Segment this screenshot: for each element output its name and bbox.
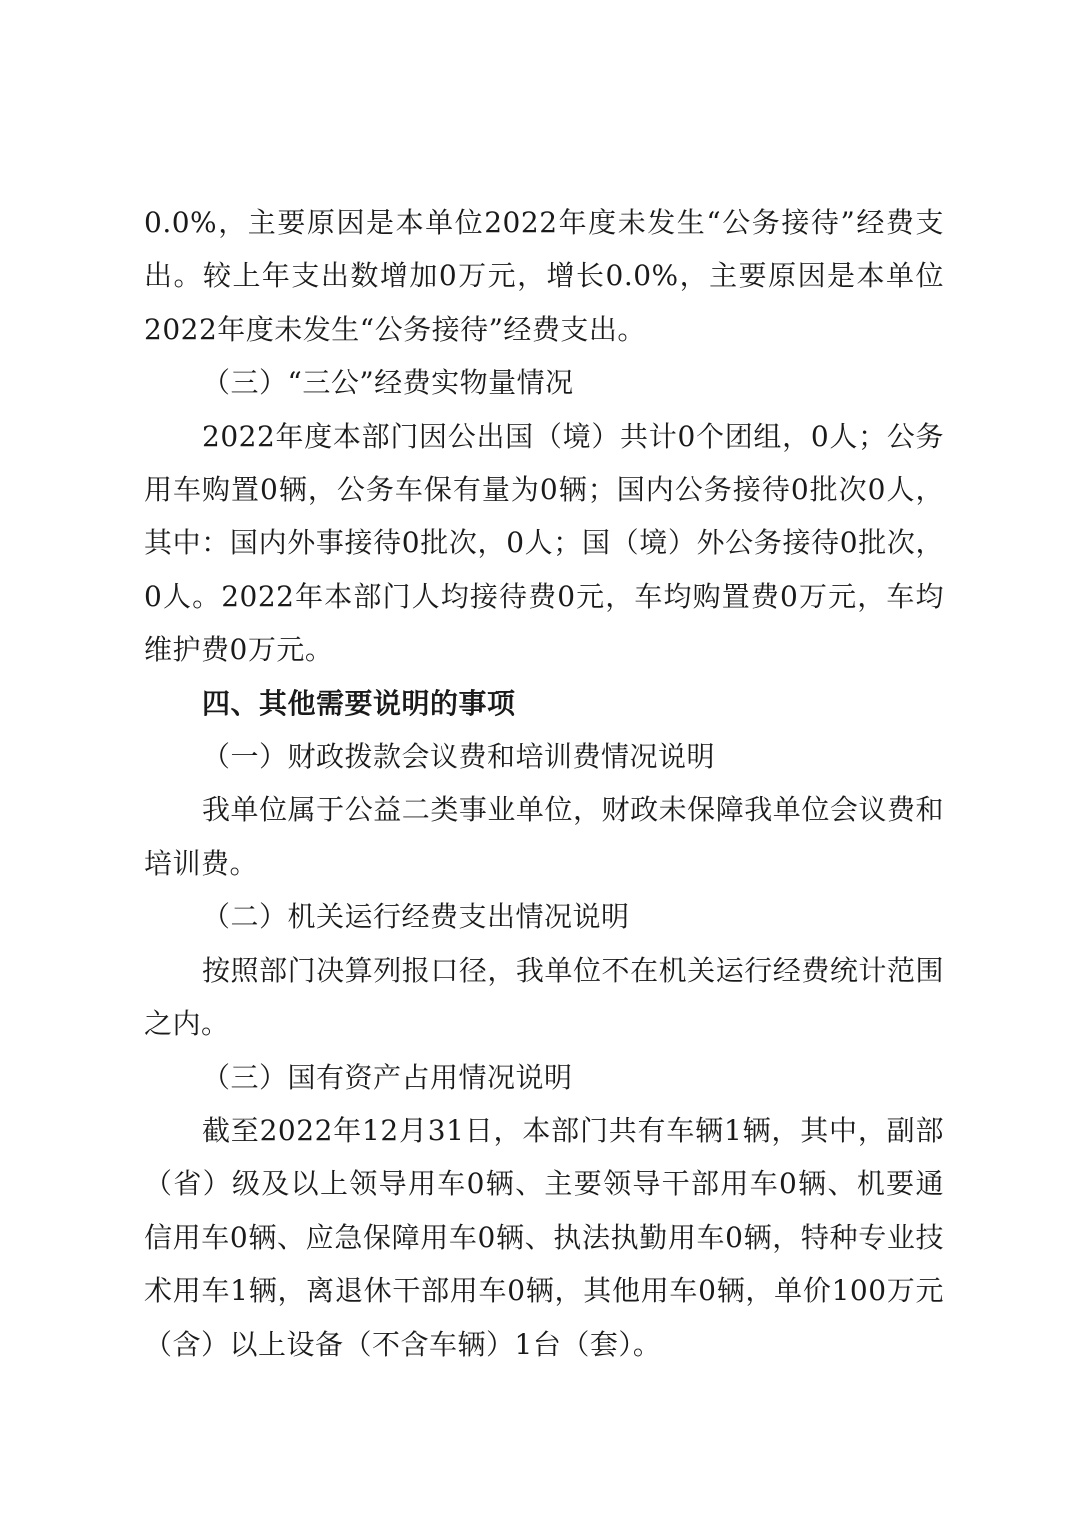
operating-expense-paragraph: 按照部门决算列报口径，我单位不在机关运行经费统计范围之内。 xyxy=(144,953,944,1041)
document-body xyxy=(144,196,944,1371)
continuation-paragraph: 0.0%，主要原因是本单位2022年度未发生“公务接待”经费支出。较上年支出数增加0万元，增长0.0%，主要原因是本单位2022年度未发生“公务接待”经费支出。 xyxy=(144,206,944,346)
three-public-quantity-paragraph: 2022年度本部门因公出国（境）共计0个团组，0人；公务用车购置0辆，公务车保有量为0辆；国内公务接待0批次0人，其中：国内外事接待0批次，0人；国（境）外公务接待0批次，0人。2022年本部门人均接待费0元，车均购置费0万元，车均维护费0万元。 xyxy=(144,419,944,667)
state-assets-paragraph: 截至2022年12月31日，本部门共有车辆1辆，其中，副部（省）级及以上领导用车0辆、主要领导干部用车0辆、机要通信用车0辆、应急保障用车0辆、执法执勤用车0辆，特种专业技术用车1辆，离退休干部用车0辆，其他用车0辆，单价100万元（含）以上设备（不含车辆）1台（套）。 xyxy=(144,1113,944,1361)
subheading-state-assets: （三）国有资产占用情况说明 xyxy=(202,1060,573,1094)
meeting-training-paragraph: 我单位属于公益二类事业单位，财政未保障我单位会议费和培训费。 xyxy=(144,793,944,880)
subheading-three-public-quantity: （三）“三公”经费实物量情况 xyxy=(202,366,574,400)
section-four-heading: 四、其他需要说明的事项 xyxy=(202,686,516,720)
subheading-meeting-training: （一）财政拨款会议费和培训费情况说明 xyxy=(202,740,716,774)
subheading-operating-expense: （二）机关运行经费支出情况说明 xyxy=(202,900,630,934)
